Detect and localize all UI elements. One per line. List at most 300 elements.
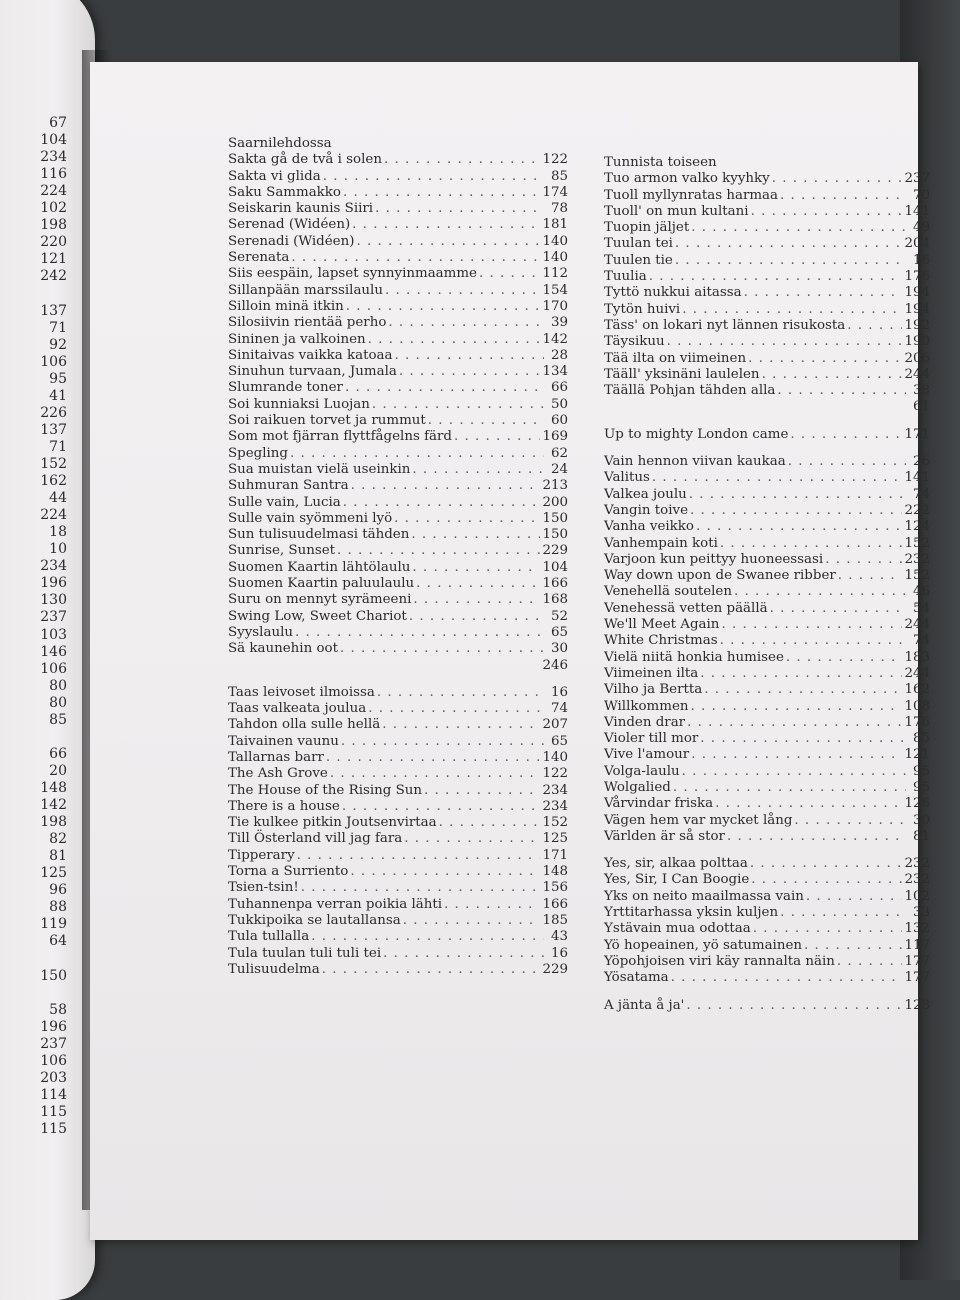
entry-title: Yrttitarhassa yksin kuljen	[604, 905, 779, 921]
entry-page-number: 26	[912, 454, 930, 470]
entry-title: Yes, sir, alkaa polttaa	[604, 856, 748, 872]
dot-leader	[454, 429, 540, 445]
dot-leader	[383, 946, 544, 962]
entry-title: Tunnista toiseen	[604, 155, 717, 170]
entry-title: Serenadi (Widéen)	[228, 233, 355, 249]
left-page-number: 119	[40, 916, 67, 933]
entry-title: Tuoll myllynratas harmaa	[604, 187, 779, 203]
entry-title: Tulisuudelma	[228, 961, 320, 977]
index-page	[90, 62, 930, 1240]
left-page-number: 137	[40, 421, 67, 438]
index-entry	[228, 864, 568, 880]
left-page-number: 162	[40, 473, 67, 490]
index-entry	[228, 364, 568, 380]
index-section	[604, 155, 930, 416]
entry-page-number: 232	[904, 856, 930, 872]
entry-page-number: 117	[904, 937, 930, 953]
index-entry	[228, 234, 568, 250]
index-entry	[228, 848, 568, 864]
entry-page-number: 194	[904, 285, 930, 301]
entry-page-number: 194	[904, 301, 930, 317]
entry-title: Tuo armon valko kyyhky	[604, 171, 770, 187]
left-page-number: 104	[40, 132, 67, 149]
entry-title: Täällä Pohjan tähden alla	[604, 383, 776, 399]
left-page-number: 137	[40, 302, 67, 319]
entry-title: Tahdon olla sulle hellä	[228, 717, 381, 733]
index-entry	[604, 318, 930, 334]
dot-leader	[337, 543, 540, 559]
entry-title: Silloin minä itkin	[228, 298, 344, 314]
left-page-number: 196	[40, 575, 67, 592]
left-page-number: 96	[49, 882, 67, 899]
entry-page-number: 176	[904, 714, 930, 730]
left-page	[0, 0, 95, 1300]
index-entry	[604, 747, 930, 763]
index-entry	[604, 601, 930, 617]
left-page-number: 121	[40, 251, 67, 268]
entry-page-number: 150	[542, 510, 568, 526]
dot-leader	[675, 253, 906, 269]
entry-page-number: 16	[912, 252, 930, 268]
entry-page-number: 39	[550, 315, 568, 331]
left-page-number: 142	[40, 797, 67, 813]
entry-page-number: 183	[904, 649, 930, 665]
entry-page-number: 125	[542, 831, 568, 847]
entry-title: Viimeinen ilta	[604, 665, 699, 681]
entry-title: Världen är så stor	[604, 828, 725, 844]
entry-page-number: 74	[912, 486, 930, 502]
entry-title: Slumrande toner	[228, 380, 343, 396]
entry-title: Valkea joulu	[604, 486, 687, 502]
entry-title: Suru on mennyt syrämeeni	[228, 592, 412, 608]
entry-title: Wolgalied	[604, 779, 671, 795]
entry-title: Saarnilehdossa	[228, 136, 332, 151]
dot-leader	[762, 367, 903, 383]
index-entry	[604, 171, 930, 187]
entry-page-number: 237	[904, 171, 930, 187]
index-entry	[604, 682, 930, 698]
entry-title: Swing Low, Sweet Chariot	[228, 608, 407, 624]
entry-page-number: 60	[550, 413, 568, 429]
dot-leader	[786, 650, 903, 666]
entry-page-number: 200	[542, 494, 568, 510]
dot-leader	[343, 185, 540, 201]
left-page-number: 237	[40, 609, 67, 626]
entry-page-number: 112	[542, 266, 568, 282]
entry-title: Suomen Kaartin paluulaulu	[228, 576, 415, 592]
entry-page-number: 181	[542, 217, 568, 233]
entry-page-number: 49	[912, 220, 930, 236]
left-page-number: 103	[40, 626, 67, 643]
dot-leader	[696, 519, 902, 535]
entry-title: A jänta å ja'	[604, 997, 685, 1013]
index-entry	[604, 584, 930, 600]
dot-leader	[411, 527, 540, 543]
entry-page-number: 170	[542, 298, 568, 314]
left-page-number: 116	[40, 166, 67, 183]
entry-title: Sininen ja valkoinen	[228, 331, 366, 347]
dot-leader	[744, 285, 903, 301]
dot-leader	[652, 470, 903, 486]
index-entry	[604, 780, 930, 796]
left-page-number: 203	[40, 1069, 67, 1086]
entry-page-number: 122	[542, 152, 568, 168]
entry-title: The House of the Rising Sun	[228, 782, 423, 798]
entry-page-number: 74	[550, 701, 568, 717]
index-entry	[604, 905, 930, 921]
index-section	[228, 136, 568, 674]
dot-leader	[753, 921, 903, 937]
entry-title: Tie kulkee pitkin Joutsenvirtaa	[228, 815, 437, 831]
entry-title: Sunrise, Sunset	[228, 543, 336, 559]
dot-leader	[720, 536, 903, 552]
dot-leader	[691, 220, 906, 236]
left-page-number: 95	[49, 370, 67, 387]
entry-page-number: 104	[542, 559, 568, 575]
index-entry	[604, 715, 930, 731]
left-page-number: 226	[40, 404, 67, 421]
entry-page-number: 234	[542, 782, 568, 798]
dot-leader	[326, 750, 541, 766]
entry-title: Yöpohjoisen viri käy rannalta näin	[604, 953, 835, 969]
index-entry	[228, 185, 568, 201]
entry-page-number: 46	[912, 584, 930, 600]
index-entry	[228, 897, 568, 913]
entry-title: Soi raikuen torvet ja rummut	[228, 413, 426, 429]
index-entry	[604, 699, 930, 715]
dot-leader	[403, 913, 541, 929]
dot-leader	[375, 201, 544, 217]
entry-title: Vanha veikko	[604, 519, 694, 535]
entry-title: Tuhannenpa verran poikia lähti	[228, 896, 443, 912]
entry-title: We'll Meet Again	[604, 617, 720, 633]
entry-page-number: 232	[904, 551, 930, 567]
entry-page-number: 166	[542, 576, 568, 592]
entry-page-number: 246	[542, 657, 568, 673]
entry-title: Tää ilta on viimeinen	[604, 350, 747, 366]
dot-leader	[825, 552, 902, 568]
entry-page-number: 174	[542, 184, 568, 200]
dot-leader	[345, 380, 544, 396]
dot-leader	[780, 905, 906, 921]
index-entry	[604, 872, 930, 888]
entry-page-number: 66	[550, 380, 568, 396]
dot-leader	[388, 315, 544, 331]
entry-page-number: 140	[542, 250, 568, 266]
entry-title: Tuopin jäljet	[604, 220, 690, 236]
entry-page-number: 244	[904, 617, 930, 633]
index-entry	[604, 829, 930, 845]
index-entry	[604, 302, 930, 318]
dot-leader	[704, 682, 902, 698]
index-entry	[228, 685, 568, 701]
entry-title: Sinitaivas vaikka katoaa	[228, 347, 393, 363]
index-entry	[604, 351, 930, 367]
entry-title: Sulle vain, Lucia	[228, 494, 341, 510]
entry-page-number: 65	[550, 733, 568, 749]
left-page-number: 92	[49, 336, 67, 353]
entry-page-number: 166	[542, 896, 568, 912]
entry-page-number: 30	[550, 641, 568, 657]
index-entry	[604, 188, 930, 204]
index-entry	[604, 519, 930, 535]
index-entry	[228, 201, 568, 217]
left-page-number: 106	[40, 1052, 67, 1069]
entry-page-number: 121	[904, 747, 930, 763]
left-page-number: 66	[49, 745, 67, 762]
index-entry	[228, 136, 568, 152]
entry-page-number: 207	[542, 717, 568, 733]
index-entry	[228, 717, 568, 733]
entry-title: Volga-laulu	[604, 763, 680, 779]
entry-page-number: 141	[904, 203, 930, 219]
dot-leader	[394, 511, 540, 527]
entry-page-number: 171	[904, 426, 930, 442]
left-page-number: 148	[40, 779, 67, 796]
entry-page-number: 244	[904, 665, 930, 681]
index-entry	[228, 658, 568, 674]
index-entry	[604, 334, 930, 350]
entry-page-number: 190	[904, 334, 930, 350]
index-entry	[228, 413, 568, 429]
left-page-number: 106	[40, 353, 67, 370]
index-entry	[228, 880, 568, 896]
index-entry	[604, 552, 930, 568]
left-page-number: 88	[49, 899, 67, 916]
entry-title: Suomen Kaartin lähtölaulu	[228, 559, 411, 575]
entry-title: Tukkipoika se lautallansa	[228, 912, 401, 928]
entry-page-number: 152	[904, 535, 930, 551]
entry-page-number: 234	[542, 798, 568, 814]
entry-page-number: 154	[542, 282, 568, 298]
left-page-number: 224	[40, 507, 67, 524]
index-section	[604, 427, 930, 443]
left-page-number: 198	[40, 217, 67, 234]
entry-title: Saku Sammakko	[228, 184, 341, 200]
entry-title: Venehessä vetten päällä	[604, 600, 768, 616]
index-entry	[604, 954, 930, 970]
dot-leader	[780, 188, 906, 204]
index-entry	[604, 383, 930, 399]
left-page-number: 237	[40, 1035, 67, 1052]
entry-page-number: 244	[904, 366, 930, 382]
entry-page-number: 126	[904, 796, 930, 812]
entry-page-number: 169	[542, 429, 568, 445]
entry-title: Som mot fjärran flyttfågelns färd	[228, 429, 452, 445]
index-entry	[604, 633, 930, 649]
dot-leader	[667, 334, 903, 350]
left-page-number: 102	[40, 200, 67, 217]
index-entry	[604, 731, 930, 747]
entry-title: Sulle vain syömmeni lyö	[228, 510, 393, 526]
left-page-number: 71	[49, 438, 67, 455]
entry-title: Täysikuu	[604, 334, 665, 350]
entry-page-number: 162	[904, 682, 930, 698]
index-entry	[604, 204, 930, 220]
dot-leader	[750, 856, 903, 872]
entry-title: Siis eespäin, lapset synnyinmaamme	[228, 266, 477, 282]
index-entry	[228, 332, 568, 348]
entry-title: Yes, Sir, I Can Boogie	[604, 872, 750, 888]
index-entry	[604, 285, 930, 301]
entry-title: Vanhempain koti	[604, 535, 718, 551]
index-entry	[228, 348, 568, 364]
entry-title: Soi kunniaksi Luojan	[228, 396, 370, 412]
dot-leader	[428, 413, 544, 429]
index-section	[604, 454, 930, 845]
index-section	[604, 998, 930, 1014]
dot-leader	[399, 364, 541, 380]
entry-title: Sinuhun turvaan, Jumala	[228, 364, 397, 380]
entry-page-number: 102	[904, 888, 930, 904]
dot-leader	[721, 617, 902, 633]
entry-page-number: 185	[542, 912, 568, 928]
dot-leader	[748, 351, 902, 367]
entry-title: Vain hennon viivan kaukaa	[604, 454, 786, 470]
dot-leader	[409, 609, 544, 625]
index-entry	[228, 478, 568, 494]
index-entry	[228, 266, 568, 282]
entry-page-number: 78	[550, 201, 568, 217]
entry-title: Vägen hem var mycket lång	[604, 812, 793, 828]
entry-page-number: 33	[912, 905, 930, 921]
index-entry	[604, 269, 930, 285]
index-entry	[604, 796, 930, 812]
entry-page-number: 81	[912, 828, 930, 844]
index-entry	[228, 929, 568, 945]
entry-page-number: 52	[550, 608, 568, 624]
left-page-number: 82	[49, 831, 67, 848]
index-entry	[228, 283, 568, 299]
entry-page-number: 132	[904, 921, 930, 937]
entry-page-number: 171	[542, 847, 568, 863]
index-entry	[604, 367, 930, 383]
dot-leader	[838, 568, 903, 584]
index-entry	[228, 913, 568, 929]
entry-page-number: 95	[912, 779, 930, 795]
entry-title: Violer till mor	[604, 731, 699, 747]
entry-title: There is a house	[228, 798, 340, 814]
entry-title: Suhmuran Santra	[228, 478, 349, 494]
index-entry	[604, 650, 930, 666]
dot-leader	[439, 815, 541, 831]
entry-title: Tula tuulan tuli tuli tei	[228, 945, 382, 961]
index-entry	[228, 576, 568, 592]
entry-title: Tuoll' on mun kultani	[604, 203, 749, 219]
index-entry	[228, 462, 568, 478]
index-entry	[604, 536, 930, 552]
left-page-number: 125	[40, 865, 67, 882]
entry-title: Täss' on lokari nyt lännen risukosta	[604, 317, 846, 333]
dot-leader	[686, 998, 902, 1014]
dot-leader	[416, 576, 540, 592]
dot-leader	[301, 880, 541, 896]
dot-leader	[368, 332, 541, 348]
index-entry	[228, 380, 568, 396]
left-page-number: 220	[40, 234, 67, 251]
index-entry	[604, 764, 930, 780]
index-entry	[604, 856, 930, 872]
left-page-number: 64	[49, 933, 67, 950]
dot-leader	[412, 462, 544, 478]
entry-page-number: 95	[912, 763, 930, 779]
entry-title: Sä kaunehin oot	[228, 641, 338, 657]
entry-page-number: 168	[542, 592, 568, 608]
entry-title: Willkommen	[604, 698, 689, 714]
dot-leader	[790, 427, 902, 443]
dot-leader	[323, 169, 544, 185]
index-entry	[228, 152, 568, 168]
left-page-number: 130	[40, 592, 67, 609]
left-page-number: 198	[40, 814, 67, 831]
dot-leader	[691, 699, 903, 715]
index-entry	[604, 236, 930, 252]
dot-leader	[395, 348, 545, 364]
entry-page-number: 85	[912, 731, 930, 747]
entry-title: White Christmas	[604, 633, 718, 649]
entry-title: Till Österland vill jag fara	[228, 831, 403, 847]
entry-page-number: 148	[542, 864, 568, 880]
entry-page-number: 50	[550, 396, 568, 412]
entry-title: Tyttö nukkui aitassa	[604, 285, 742, 301]
dot-leader	[385, 283, 540, 299]
dot-leader	[295, 625, 544, 641]
left-page-number: 114	[40, 1086, 67, 1103]
entry-title: Serenata	[228, 250, 290, 266]
entry-page-number: 128	[904, 997, 930, 1013]
entry-title: Tääll' yksinäni laulelen	[604, 366, 760, 382]
entry-page-number: 204	[904, 236, 930, 252]
index-entry	[228, 527, 568, 543]
left-page-number: 106	[40, 660, 67, 677]
index-entry	[604, 970, 930, 986]
entry-title: Varjoon kun peittyy huoneessasi	[604, 551, 824, 567]
dot-leader	[751, 204, 903, 220]
dot-leader	[311, 929, 544, 945]
left-page-number: 44	[49, 490, 67, 507]
dot-leader	[382, 717, 540, 733]
left-page-number: 146	[40, 643, 67, 660]
left-page-number: 41	[49, 387, 67, 404]
dot-leader	[751, 872, 902, 888]
index-entry	[228, 701, 568, 717]
index-entry	[228, 766, 568, 782]
index-entry	[228, 446, 568, 462]
dot-leader	[346, 299, 541, 315]
index-entry	[604, 813, 930, 829]
index-entry	[228, 783, 568, 799]
index-entry	[604, 253, 930, 269]
index-entry	[604, 921, 930, 937]
entry-title: Venehellä soutelen	[604, 584, 732, 600]
entry-title: Tuulia	[604, 269, 647, 285]
entry-title: Tuulan tei	[604, 236, 673, 252]
entry-title: Taas valkeata joulua	[228, 701, 367, 717]
dot-leader	[404, 831, 540, 847]
left-page-number: 224	[40, 183, 67, 200]
dot-leader	[424, 783, 540, 799]
index-entry	[228, 962, 568, 978]
dot-leader	[479, 266, 540, 282]
dot-leader	[804, 938, 902, 954]
index-entry	[604, 617, 930, 633]
entry-page-number: 156	[542, 880, 568, 896]
entry-title: Sakta gå de två i solen	[228, 152, 382, 168]
entry-title: Spegling	[228, 445, 289, 461]
dot-leader	[297, 848, 541, 864]
entry-title: Way down upon de Swanee ribber	[604, 568, 836, 584]
entry-page-number: 140	[542, 749, 568, 765]
